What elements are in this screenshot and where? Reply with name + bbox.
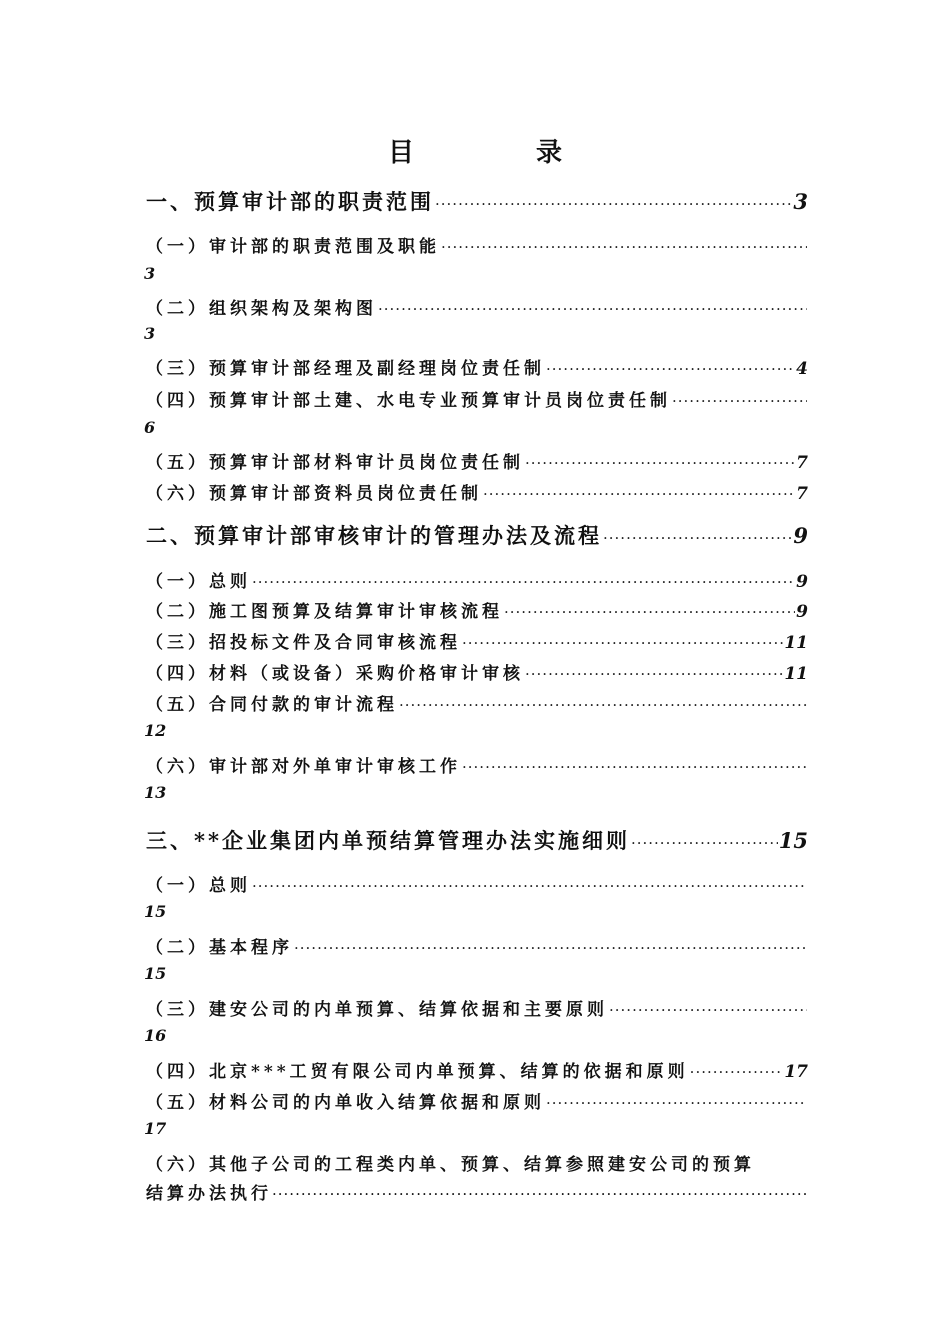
toc-entry-page: 17 [784,1062,808,1082]
toc-entry-text: （三）预算审计部经理及副经理岗位责任制 [146,359,545,379]
toc-entry-page: 3 [144,324,156,343]
toc-entry[interactable] [146,354,808,379]
toc-entry-text: 二、预算审计部审核审计的管理办法及流程 [146,523,602,548]
toc-entry-page: 11 [784,633,808,653]
toc-entry[interactable] [146,186,808,216]
leader-dots [690,1063,784,1081]
toc-entry[interactable] [146,1088,808,1113]
toc-entry-text: （三）建安公司的内单预算、结算依据和主要原则 [146,1000,608,1020]
leader-dots [672,392,807,410]
toc-entry[interactable] [146,597,808,622]
toc-entry-text: （二）施工图预算及结算审计审核流程 [146,602,503,622]
toc-entry-text: （六）审计部对外单审计审核工作 [146,757,461,777]
toc-entry[interactable] [146,1057,808,1082]
toc-entry-page: 7 [796,453,808,473]
toc-entry-page: 9 [793,523,808,548]
toc-entry-text: （五）预算审计部材料审计员岗位责任制 [146,453,524,473]
leader-dots [546,360,795,378]
toc-entry[interactable] [146,1150,808,1175]
toc-entry-page: 15 [144,902,167,921]
toc-entry-page: 11 [784,664,808,684]
leader-dots [441,238,807,256]
toc-entry-page: 3 [144,264,156,283]
toc-entry-page: 17 [144,1119,167,1138]
toc-entry-text: （五）合同付款的审计流程 [146,695,398,715]
leader-dots [525,454,795,472]
leader-dots [272,1185,808,1203]
toc-entry[interactable] [146,628,808,653]
toc-entry[interactable] [146,659,808,684]
leader-dots [525,665,783,683]
toc-entry[interactable] [146,995,808,1020]
toc-entry-page: 4 [796,359,808,379]
toc-entry-page: 7 [796,484,808,504]
toc-entry-text: （四）材料（或设备）采购价格审计审核 [146,664,524,684]
toc-entry-text: （四）北京***工贸有限公司内单预算、结算的依据和原则 [146,1062,689,1082]
toc-entry-text-line2: 结算办法执行 [146,1184,272,1204]
toc-entry[interactable] [146,479,808,504]
leader-dots [399,696,807,714]
page-title: 目 录 [387,138,610,168]
toc-entry[interactable] [146,690,808,715]
leader-dots [252,877,807,895]
leader-dots [462,634,783,652]
leader-dots [252,573,795,591]
leader-dots [294,939,807,957]
toc-entry[interactable] [146,294,808,319]
toc-entry[interactable] [146,520,808,550]
toc-entry-text: （一）总则 [146,572,251,592]
leader-dots [603,529,792,547]
toc-entry[interactable] [146,448,808,473]
toc-entry-text: （四）预算审计部土建、水电专业预算审计员岗位责任制 [146,391,671,411]
leader-dots [483,485,795,503]
toc-entry-page: 13 [144,783,167,802]
toc-entry[interactable] [146,752,808,777]
toc-entry-text: （五）材料公司的内单收入结算依据和原则 [146,1093,545,1113]
toc-entry-text: （一）总则 [146,876,251,896]
leader-dots [609,1001,807,1019]
leader-dots [462,758,807,776]
toc-entry[interactable] [146,386,808,411]
leader-dots [378,300,807,318]
toc-entry-page: 3 [793,189,808,214]
leader-dots [435,195,792,213]
toc-entry[interactable] [146,232,808,257]
toc-entry-page: 9 [796,602,808,622]
leader-dots [504,603,795,621]
toc-entry-text: （六）预算审计部资料员岗位责任制 [146,484,482,504]
toc-entry-page: 15 [778,828,808,853]
toc-entry-text: 三、**企业集团内单预结算管理办法实施细则 [146,828,630,853]
toc-entry-text: （一）审计部的职责范围及职能 [146,237,440,257]
toc-entry[interactable] [146,933,808,958]
toc-entry[interactable] [146,825,808,855]
toc-entry-text: （二）基本程序 [146,938,293,958]
leader-dots [631,834,778,852]
toc-entry-page: 12 [144,721,167,740]
toc-entry-page: 6 [144,418,156,437]
toc-entry-text: 一、预算审计部的职责范围 [146,189,434,214]
toc-entry-text: （二）组织架构及架构图 [146,299,377,319]
toc-entry-page: 9 [796,572,808,592]
toc-entry[interactable] [146,871,808,896]
toc-entry-page: 15 [144,964,167,983]
toc-entry[interactable] [146,567,808,592]
toc-entry-page: 16 [144,1026,167,1045]
leader-dots [546,1094,807,1112]
toc-entry-text: （三）招投标文件及合同审核流程 [146,633,461,653]
toc-entry-continuation [146,1179,808,1204]
toc-entry-text: （六）其他子公司的工程类内单、预算、结算参照建安公司的预算 [146,1155,755,1175]
